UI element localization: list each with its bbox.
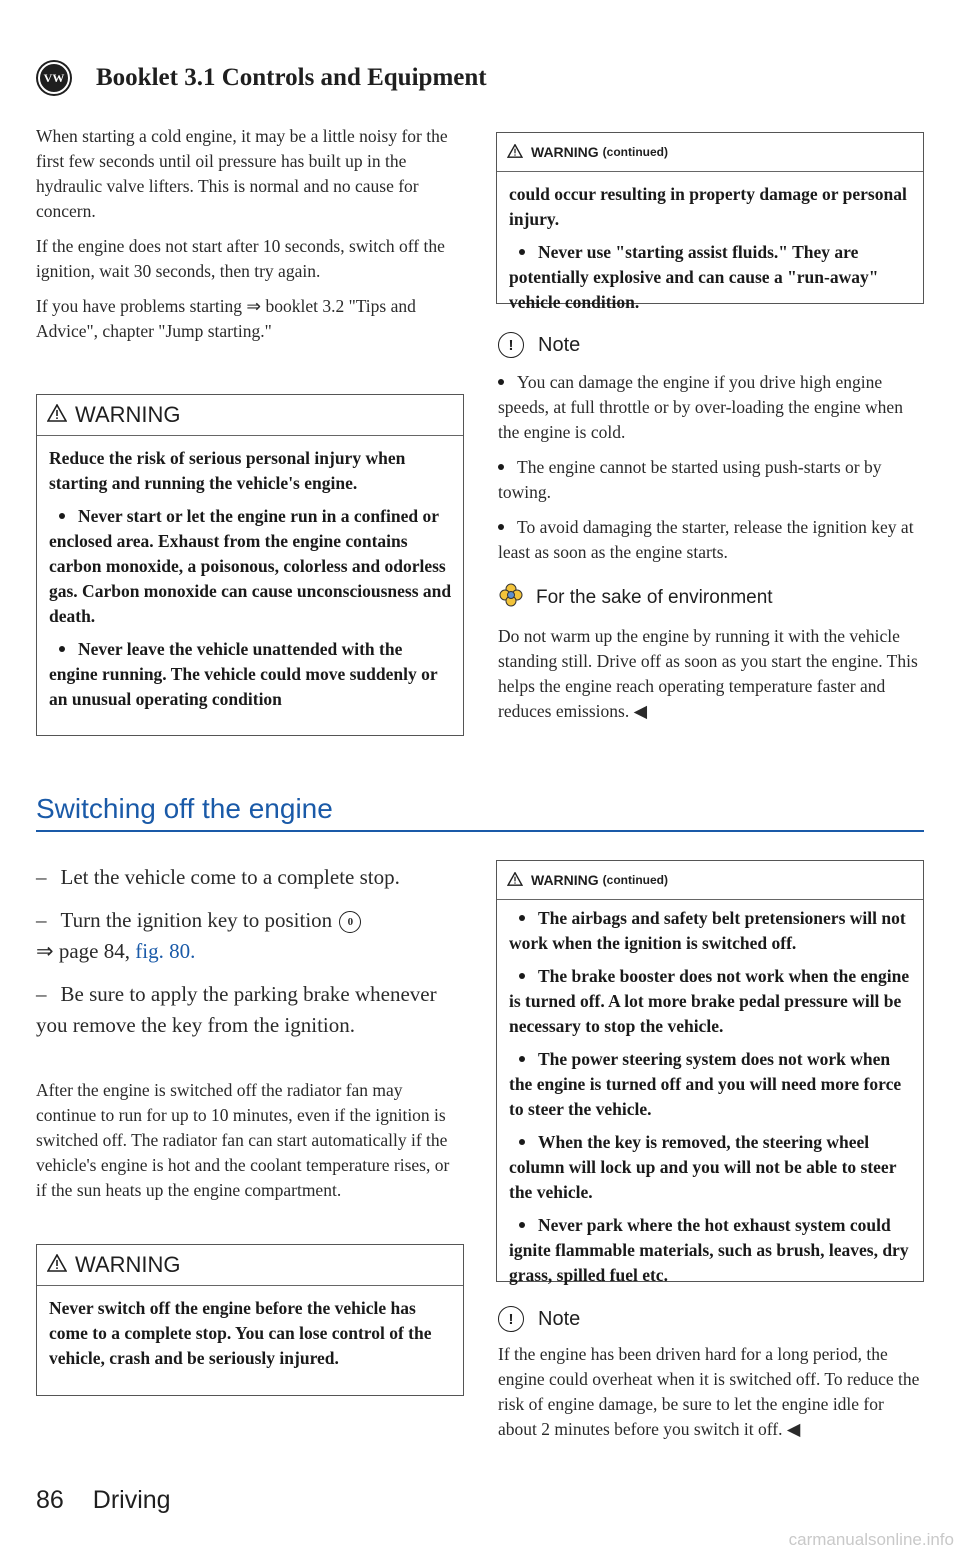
warning-triangle-icon [507, 872, 523, 889]
paragraph-cold-engine: When starting a cold engine, it may be a little noisy for the first few seconds until oil pressure has built up in the hydraulic valve lifters. This is normal and no cause for concern. [36, 126, 448, 221]
environment-title: For the sake of environment [536, 587, 773, 608]
paragraph-radiator: After the engine is switched off the radiator fan may continue to run for up to 10 minutes, even if the ignition is switched off. The radiator fan can start automatically if the vehicle's engine is hot and the coolant temperature rises, or if the sun heats up the engine compartment. [36, 1080, 450, 1200]
page-footer [36, 1486, 171, 1515]
note-title: Note [538, 333, 581, 356]
bullet-icon [519, 1056, 525, 1062]
warning-box-continued-top [496, 132, 924, 312]
warning-bullet: The power steering system does not work when the engine is turned off and you will need more force to steer the vehicle. [509, 1049, 902, 1119]
position-zero-icon: 0 [339, 911, 361, 933]
warning-title: WARNING [531, 144, 599, 160]
section-divider [36, 830, 924, 832]
warning-triangle-icon [47, 1252, 67, 1278]
page-number: 86 [36, 1486, 64, 1514]
note-top [498, 332, 926, 575]
note-text: If the engine has been driven hard for a long period, the engine could overheat when it is switched off. To reduce the risk of engine damage, be sure to let the engine idle for about 2 minutes before you switch it off. ◀ [498, 1344, 920, 1439]
bullet-icon [498, 464, 504, 470]
warning-body [37, 436, 463, 728]
bullet-icon [519, 973, 525, 979]
note-title: Note [538, 1307, 581, 1330]
warning-box-starting [36, 394, 464, 736]
note-bullet: To avoid damaging the starter, release the ignition key at least as soon as the engine starts. [498, 517, 914, 562]
step-item: – Be sure to apply the parking brake whenever you remove the key from the ignition. [36, 982, 437, 1037]
note-bullet: The engine cannot be started using push-starts or by towing. [498, 457, 882, 502]
warning-box-switch-off [36, 1244, 464, 1396]
vw-logo-icon: VW [36, 60, 72, 96]
bullet-icon [519, 915, 525, 921]
warning-body [497, 172, 923, 331]
environment-flower-icon [498, 582, 524, 614]
warning-header [37, 1245, 463, 1286]
bullet-icon [59, 513, 65, 519]
warning-title: WARNING [531, 872, 599, 888]
warning-header [497, 861, 923, 900]
warning-bullet: Never start or let the engine run in a confined or enclosed area. Exhaust from the engine contains carbon monoxide, a poisonous, colorless and odorless gas. Carbon monoxide can cause unconsciousness and death. [49, 506, 452, 626]
warning-body [37, 1286, 463, 1387]
bullet-icon [498, 379, 504, 385]
step-item: – Let the vehicle come to a complete stop. [36, 865, 400, 889]
warning-continued-label: (continued) [602, 873, 668, 887]
warning-triangle-icon [507, 144, 523, 161]
footer-chapter: Driving [92, 1486, 171, 1514]
warning-triangle-icon [47, 402, 67, 428]
warning-title: WARNING [75, 1252, 181, 1277]
step-item: – Turn the ignition key to position 0 ⇒ page 84, fig. 80. [36, 905, 466, 967]
bullet-icon [498, 524, 504, 530]
bullet-icon [519, 1222, 525, 1228]
steps [36, 862, 466, 1053]
header-title: Booklet 3.1 Controls and Equipment [96, 64, 487, 91]
note-header [498, 1306, 926, 1332]
figure-link[interactable]: fig. 80. [135, 939, 196, 963]
environment-text: Do not warm up the engine by running it with the vehicle standing still. Drive off as soon as you start the engine. This helps the engine reach operating temperature faster and reduces emissions. ◀ [498, 626, 918, 721]
warning-body [497, 900, 923, 1304]
note-bullet: You can damage the engine if you drive high engine speeds, at full throttle or by over-loading the engine when the engine is cold. [498, 372, 903, 442]
warning-intro: Reduce the risk of serious personal injury when starting and running the vehicle's engine. [49, 448, 406, 493]
note-info-icon: ! [498, 332, 524, 358]
warning-title: WARNING [75, 402, 181, 427]
paragraph-no-start: If the engine does not start after 10 seconds, switch off the ignition, wait 30 seconds, then try again. [36, 236, 445, 281]
warning-bullet: When the key is removed, the steering wheel column will lock up and you will not be able to steer the vehicle. [509, 1132, 897, 1202]
warning-bullet: Never use "starting assist fluids." They are potentially explosive and can cause a "run-away" vehicle condition. [509, 242, 879, 312]
watermark: carmanualsonline.info [788, 1530, 954, 1549]
left-intro [36, 124, 464, 344]
note-bottom [498, 1306, 926, 1442]
section-title: Switching off the engine [36, 793, 333, 824]
warning-header [37, 395, 463, 436]
warning-bullet: The airbags and safety belt pretensioners will not work when the ignition is switched off. [509, 908, 906, 953]
warning-box-continued-bottom [496, 860, 924, 1285]
warning-bullet: Never leave the vehicle unattended with the engine running. The vehicle could move suddenly or an unusual operating condition [49, 639, 438, 709]
warning-text: could occur resulting in property damage or personal injury. [509, 184, 907, 229]
warning-text: Never switch off the engine before the vehicle has come to a complete stop. You can lose control of the vehicle, crash and be seriously injured. [49, 1298, 432, 1368]
page-header [36, 56, 487, 100]
note-header [498, 332, 926, 358]
warning-header [497, 133, 923, 172]
bullet-icon [519, 249, 525, 255]
warning-bullet: Never park where the hot exhaust system could ignite flammable materials, such as brush, leaves, dry grass, spilled fuel etc. [509, 1215, 909, 1285]
radiator-fan-paragraph [36, 1078, 464, 1203]
bullet-icon [59, 646, 65, 652]
warning-bullet: The brake booster does not work when the engine is turned off. A lot more brake pedal pressure will be necessary to stop the vehicle. [509, 966, 910, 1036]
warning-continued-label: (continued) [602, 145, 668, 159]
bullet-icon [519, 1139, 525, 1145]
environment-header [498, 582, 926, 614]
note-info-icon: ! [498, 1306, 524, 1332]
paragraph-problems: If you have problems starting ⇒ booklet 3.2 "Tips and Advice", chapter "Jump starting." [36, 296, 416, 341]
environment-note [498, 582, 926, 724]
